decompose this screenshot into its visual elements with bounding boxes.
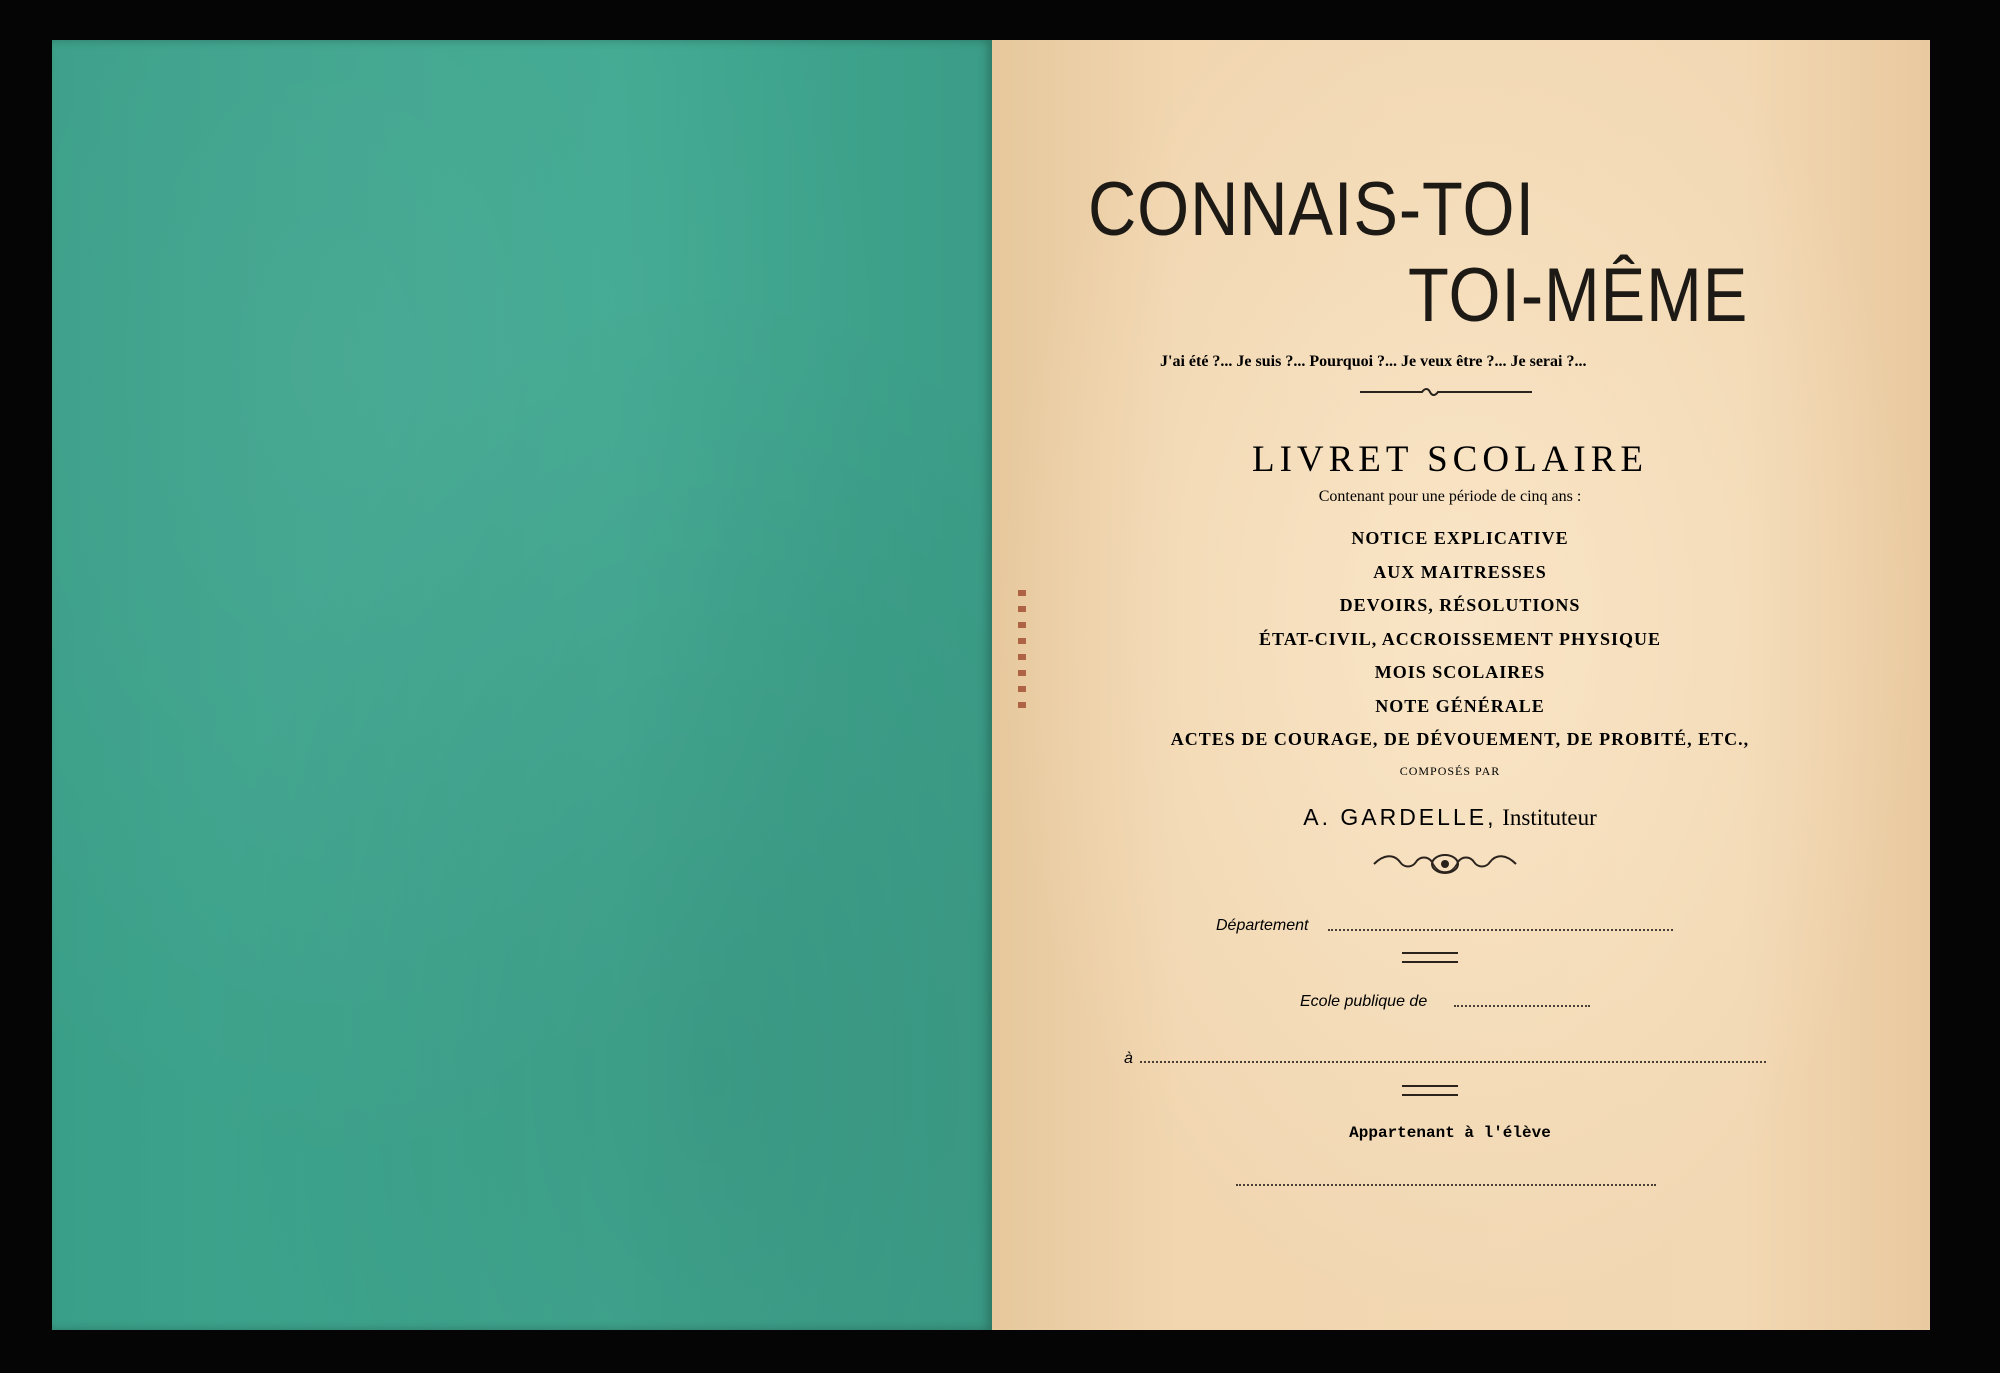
author-role: Instituteur: [1502, 805, 1597, 830]
contents-list: [1080, 522, 1840, 757]
ecole-line[interactable]: [1454, 1005, 1590, 1007]
divider-ornament-icon: [1412, 387, 1448, 397]
tagline: J'ai été ?... Je suis ?... Pourquoi ?... Je veux être ?... Je serai ?...: [1160, 353, 1587, 370]
flourish-ornament-icon: [1370, 850, 1520, 878]
location-label: à: [1124, 1050, 1133, 1067]
author-name: A. GARDELLE,: [1303, 804, 1497, 830]
title-line-2: TOI-MÊME: [1408, 253, 1749, 338]
departement-label: Département: [1216, 917, 1309, 934]
livret-heading: LIVRET SCOLAIRE: [1251, 439, 1648, 480]
location-line[interactable]: [1140, 1061, 1766, 1063]
contents-item: NOTE GÉNÉRALE: [1375, 695, 1545, 716]
contents-item: ACTES DE COURAGE, DE DÉVOUEMENT, DE PROBITÉ, ETC.,: [1170, 729, 1750, 749]
contents-intro: Contenant pour une période de cinq ans :: [1318, 488, 1582, 505]
divider-left: [1360, 391, 1412, 393]
student-name-line[interactable]: [1236, 1184, 1656, 1186]
green-back-cover: [52, 40, 994, 1330]
contents-item: DEVOIRS, RÉSOLUTIONS: [1339, 595, 1581, 615]
contents-item: ÉTAT-CIVIL, ACCROISSEMENT PHYSIQUE: [1259, 628, 1661, 649]
contents-item: MOIS SCOLAIRES: [1374, 662, 1546, 682]
author-line: [1150, 804, 1750, 831]
binding-stain: [1018, 590, 1026, 710]
divider-right: [1448, 391, 1532, 393]
departement-line[interactable]: [1328, 929, 1673, 931]
appartenant-label: Appartenant à l'élève: [1349, 1124, 1551, 1142]
contents-item: AUX MAITRESSES: [1373, 561, 1547, 582]
title-line-1: CONNAIS-TOI: [1088, 167, 1535, 252]
double-rule: [1402, 952, 1458, 963]
composed-by-label: COMPOSÉS PAR: [1399, 764, 1501, 778]
double-rule: [1402, 1085, 1458, 1096]
contents-item: NOTICE EXPLICATIVE: [1351, 528, 1569, 548]
ecole-label: Ecole publique de: [1300, 993, 1428, 1010]
